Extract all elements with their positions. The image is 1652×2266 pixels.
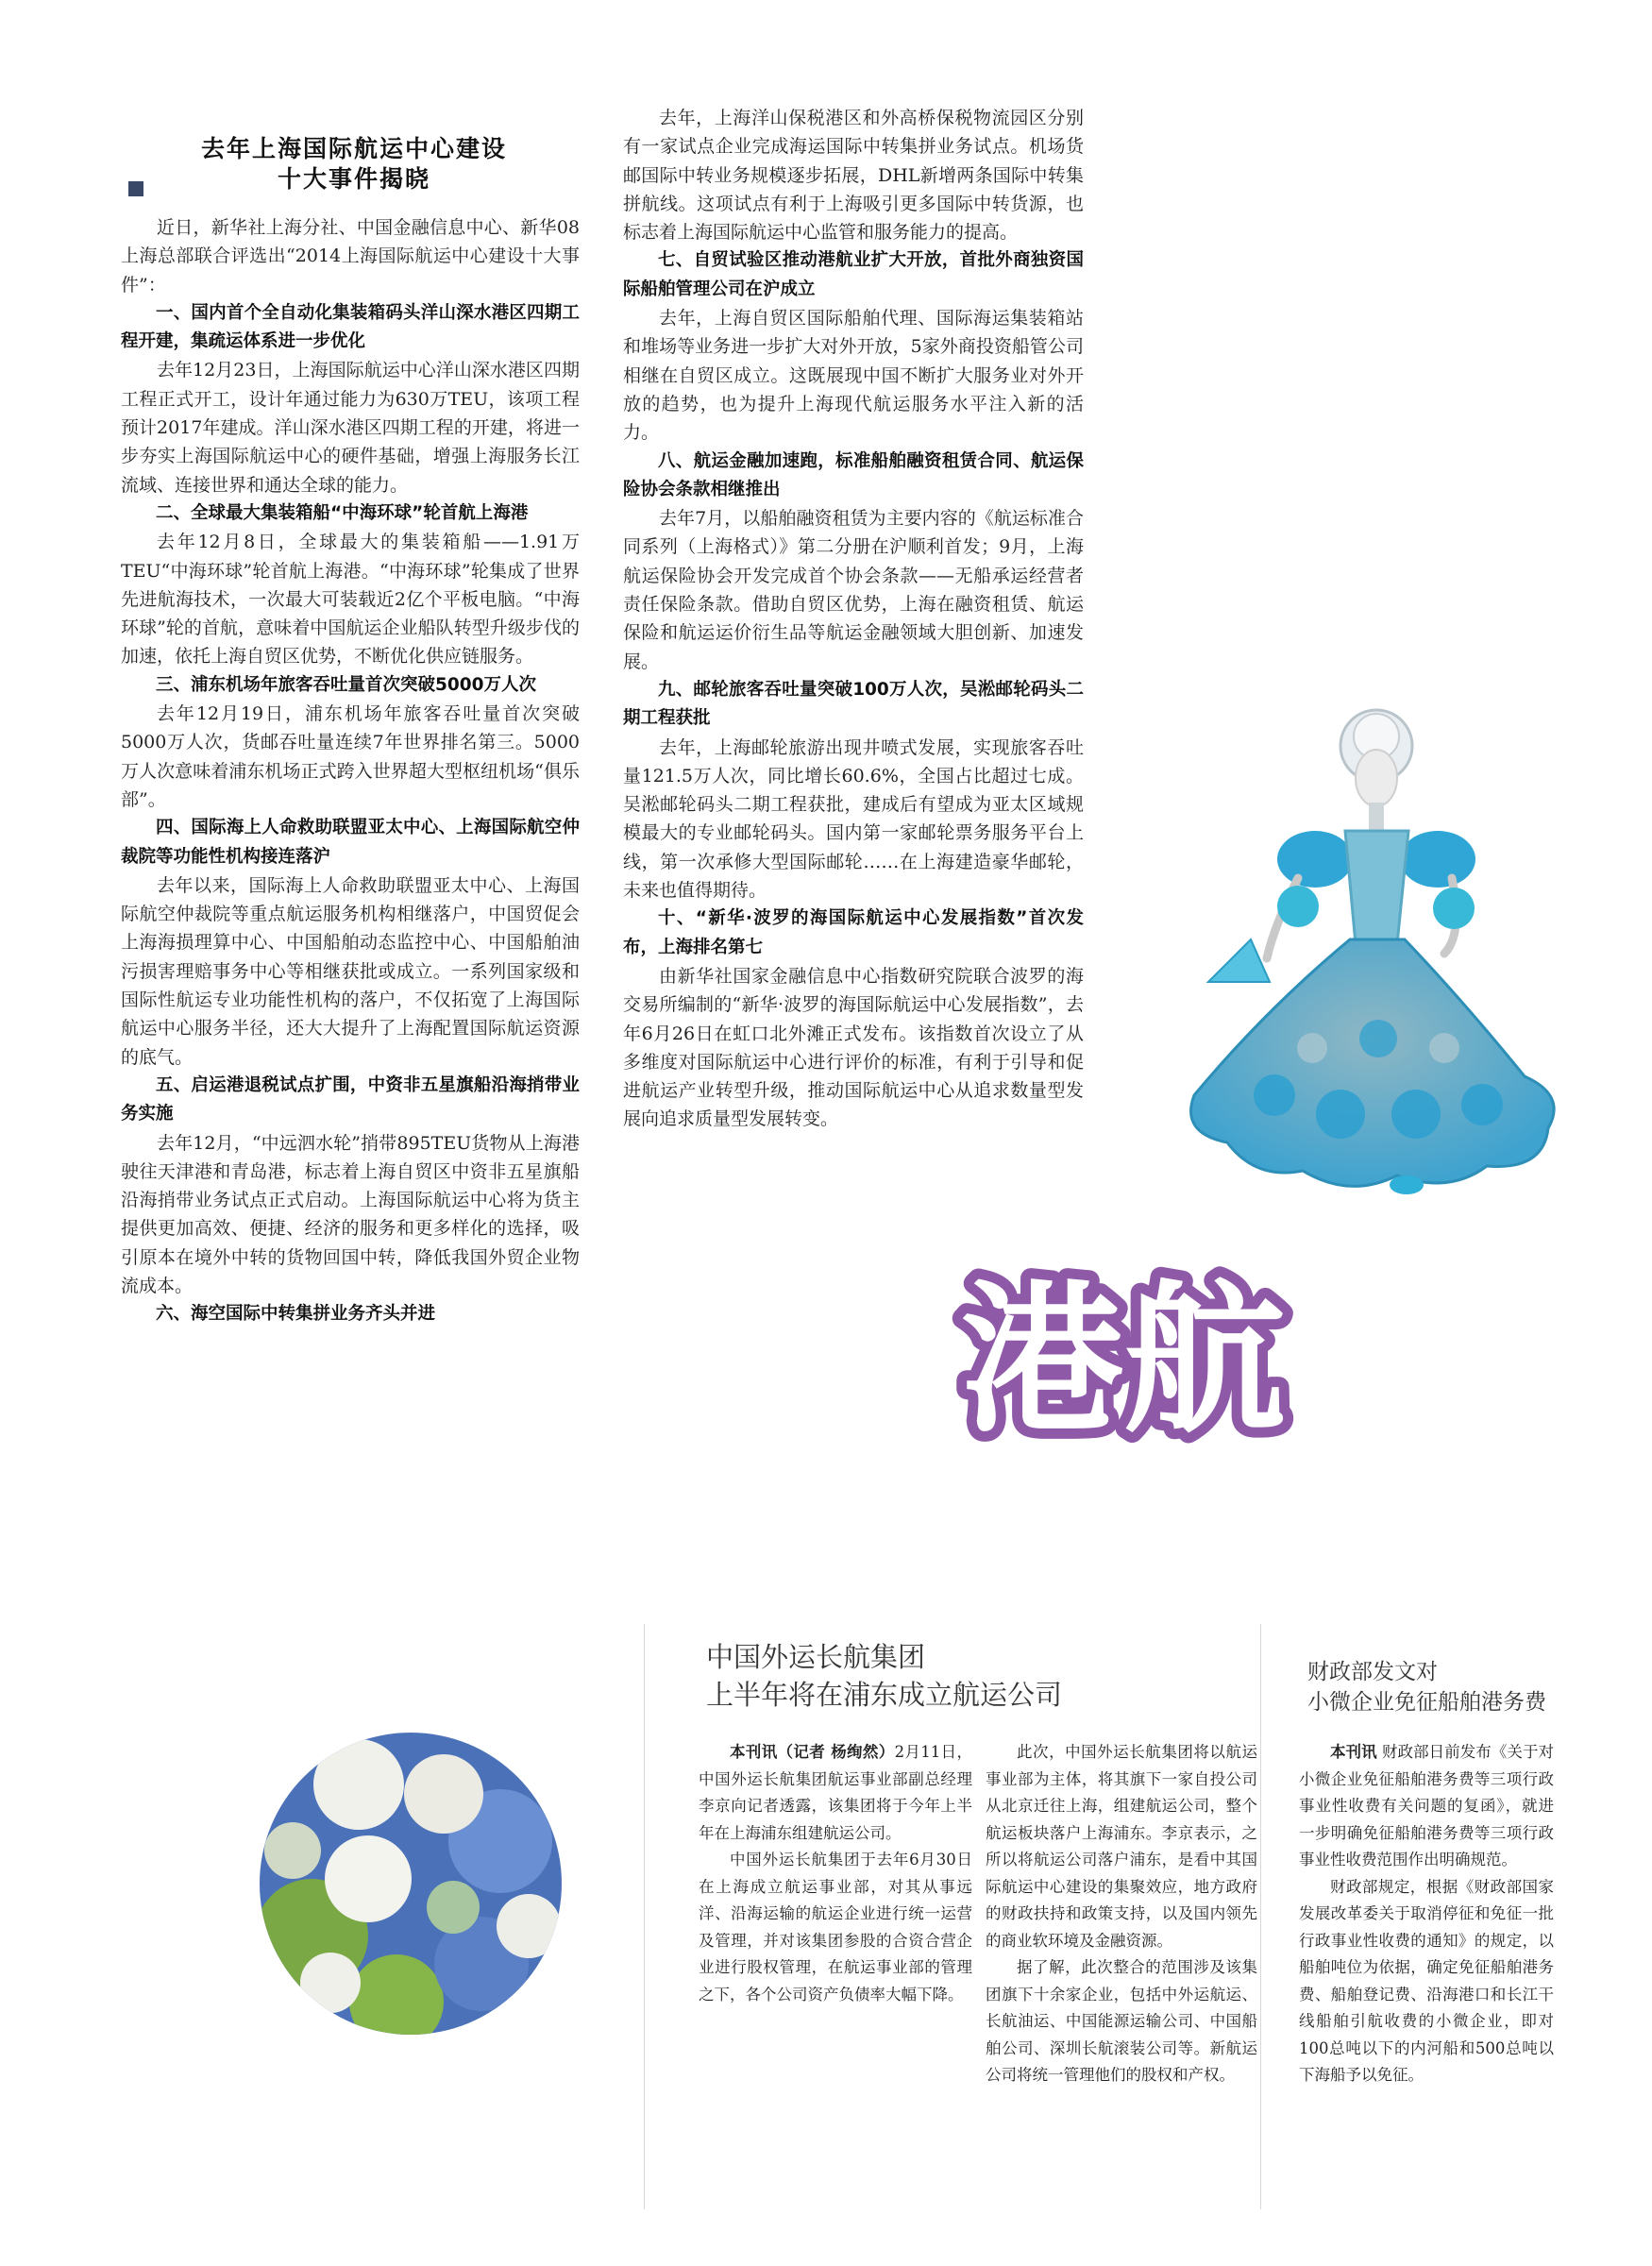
news2-headline (1307, 1657, 1546, 1717)
section-title-graphic (925, 1256, 1322, 1454)
event-body: 去年以来，国际海上人命救助联盟亚太中心、上海国际航空仲裁院等重点航运服务机构相继落户，中国贸促会上海海损理算中心、中国船舶动态监控中心、中国船舶油污损害理赔事务中心等相继获批或成立。一系列国家级和国际性航运专业功能性机构的落户，不仅拓宽了上海国际航运中心服务半径，还大大提升了上海配置国际航运资源的底气。 (121, 874, 580, 1068)
event-body: 去年7月，以船舶融资租赁为主要内容的《航运标准合同系列（上海格式）》第二分册在沪顺利首发；9月，上海航运保险协会开发完成首个协会条款——无船承运经营者责任保险条款。借助自贸区优势，上海在融资租赁、航运保险和航运运价衍生品等航运金融领域大胆创新、加速发展。 (623, 508, 1084, 672)
news1-headline-line1: 中国外运长航集团 (706, 1641, 926, 1673)
event-body: 去年12月，“中远泗水轮”捎带895TEU货物从上海港驶往天津港和青岛港，标志着上海自贸区中资非五星旗船沿海捎带业务试点正式启动。上海国际航运中心将为货主提供更加高效、便捷、经济的服务和更多样化的选择，吸引原本在境外中转的货物回国中转，降低我国外贸企业物流成本。 (121, 1132, 580, 1296)
news2-lead: 本刊讯 (1330, 1743, 1377, 1761)
title-marker (128, 181, 143, 196)
event-heading: 一、国内首个全自动化集装箱码头洋山深水港区四期工程开建，集疏运体系进一步优化 (121, 302, 580, 352)
jeweled-dress-figure-illustration (1161, 699, 1586, 1209)
news2-paragraph: 本刊讯 财政部日前发布《关于对小微企业免征船舶港务费等三项行政事业性收费有关问题的复函》，就进一步明确免征船舶港务费等三项行政事业性收费范围作出明确规范。 (1299, 1743, 1555, 1869)
article-title (132, 134, 576, 194)
news2-paragraph: 财政部规定，根据《财政部国家发展改革委关于取消停征和免征一批行政事业性收费的通知》的规定，以船舶吨位为依据，确定免征船舶港务费、船舶登记费、沿海港口和长江干线船舶引航收费的小微企业，即对100总吨以下的内河船和500总吨以下海船予以免征。 (1299, 1877, 1554, 2084)
news2-column (1299, 1739, 1554, 2089)
event-body: 去年，上海自贸区国际船舶代理、国际海运集装箱站和堆场等业务进一步扩大对外开放，5家外商投资船管公司相继在自贸区成立。这既展现中国不断扩大服务业对外开放的趋势，也为提升上海现代航运服务水平注入新的活力。 (623, 308, 1084, 444)
article-title-line2: 十大事件揭晓 (277, 165, 430, 193)
event-heading: 六、海空国际中转集拼业务齐头并进 (156, 1304, 436, 1325)
event-heading: 八、航运金融加速跑，标准船舶融资租赁合同、航运保险协会条款相继推出 (623, 450, 1084, 499)
section-title-text: 港航 (961, 1265, 1286, 1454)
divider-vertical (644, 1624, 645, 2209)
event-body: 由新华社国家金融信息中心指数研究院联合波罗的海交易所编制的“新华·波罗的海国际航运中心发展指数”，去年6月26日在虹口北外滩正式发布。该指数首次设立了从多维度对国际航运中心进行评价的标准，有利于引导和促进航运产业转型升级，推动国际航运中心从追求数量型发展向追求质量型发展转变。 (623, 965, 1084, 1130)
event-body: 去年12月8日，全球最大的集装箱船——1.91万TEU“中海环球”轮首航上海港。“中海环球”轮集成了世界先进航海技术，一次最大可装载近2亿个平板电脑。“中海环球”轮的首航，意味着中国航运企业船队转型升级步伐的加速，依托上海自贸区优势，不断优化供应链服务。 (121, 532, 580, 668)
news1-paragraph: 本刊讯（记者 杨绚然）2月11日，中国外运长航集团航运事业部副总经理李京向记者透露，该集团将于今年上半年在上海浦东组建航运公司。 (699, 1743, 973, 1842)
news1-paragraph: 中国外运长航集团于去年6月30日在上海成立航运事业部，对其从事远洋、沿海运输的航运企业进行统一运营及管理，并对该集团参股的合资合营企业进行股权管理，在航运事业部的管理之下，各个公司资产负债率大幅下降。 (699, 1851, 972, 2004)
event-heading: 五、启运港退税试点扩围，中资非五星旗船沿海捎带业务实施 (121, 1074, 580, 1125)
news1-column-1 (699, 1739, 972, 2008)
event-heading: 十、“新华·波罗的海国际航运中心发展指数”首次发布，上海排名第七 (623, 908, 1084, 957)
event-heading: 九、邮轮旅客吞吐量突破100万人次，吴淞邮轮码头二期工程获批 (623, 679, 1084, 729)
news1-headline (706, 1638, 1062, 1714)
event-heading: 四、国际海上人命救助联盟亚太中心、上海国际航空仲裁院等功能性机构接连落沪 (121, 818, 580, 867)
divider-vertical (1260, 1624, 1261, 2209)
article-intro: 近日，新华社上海分社、中国金融信息中心、新华08上海总部联合评选出“2014上海国际航运中心建设十大事件”： (121, 217, 580, 296)
news1-headline-line2: 上半年将在浦东成立航运公司 (706, 1679, 1063, 1711)
article-title-line1: 去年上海国际航运中心建设 (200, 135, 507, 162)
article-column-2 (623, 104, 1084, 1134)
event-heading: 二、全球最大集装箱船“中海环球”轮首航上海港 (156, 502, 529, 523)
event-body: 去年，上海洋山保税港区和外高桥保税物流园区分别有一家试点企业完成海运国际中转集拼业务试点。机场货邮国际中转业务规模逐步拓展，DHL新增两条国际中转集拼航线。这项试点有利于上海吸引更多国际中转货源，也标志着上海国际航运中心监管和服务能力的提高。 (623, 108, 1084, 244)
event-body: 去年，上海邮轮旅游出现井喷式发展，实现旅客吞吐量121.5万人次，同比增长60.6%，全国占比超过七成。吴淞邮轮码头二期工程获批，建成后有望成为亚太区域规模最大的专业邮轮码头。国内第一家邮轮票务服务平台上线，第一次承修大型国际邮轮……在上海建造豪华邮轮，未来也值得期待。 (623, 736, 1084, 902)
news1-paragraph: 此次，中国外运长航集团将以航运事业部为主体，将其旗下一家自投公司从北京迁往上海，组建航运公司，整个航运板块落户上海浦东。李京表示，之所以将航运公司落户浦东，是看中其国际航运中心建设的集聚效应，地方政府的财政扶持和政策支持，以及国内领先的商业软环境及金融资源。 (986, 1743, 1257, 1950)
event-heading: 七、自贸试验区推动港航业扩大开放，首批外商独资国际船舶管理公司在沪成立 (623, 250, 1084, 299)
flower-bouquet-photo (255, 1728, 566, 2039)
article-column-1 (121, 213, 580, 1329)
event-body: 去年12月19日，浦东机场年旅客吞吐量首次突破5000万人次，货邮吞吐量连续7年世界排名第三。5000万人次意味着浦东机场正式跨入世界超大型枢纽机场“俱乐部”。 (121, 703, 580, 810)
news1-column-2 (986, 1739, 1257, 2089)
event-heading: 三、浦东机场年旅客吞吐量首次突破5000万人次 (156, 674, 536, 695)
news2-headline-line1: 财政部发文对 (1307, 1660, 1438, 1684)
event-body: 去年12月23日，上海国际航运中心洋山深水港区四期工程正式开工，设计年通过能力为630万TEU，该项工程预计2017年建成。洋山深水港区四期工程的开建，将进一步夯实上海国际航运中心的硬件基础，增强上海服务长江流域、连接世界和通达全球的能力。 (121, 360, 580, 496)
news2-headline-line2: 小微企业免征船舶港务费 (1307, 1690, 1546, 1715)
news1-paragraph: 据了解，此次整合的范围涉及该集团旗下十余家企业，包括中外运航运、长航油运、中国能源运输公司、中国船舶公司、深圳长航滚装公司等。新航运公司将统一管理他们的股权和产权。 (986, 1958, 1257, 2084)
news1-lead: 本刊讯（记者 杨绚然） (730, 1743, 895, 1761)
